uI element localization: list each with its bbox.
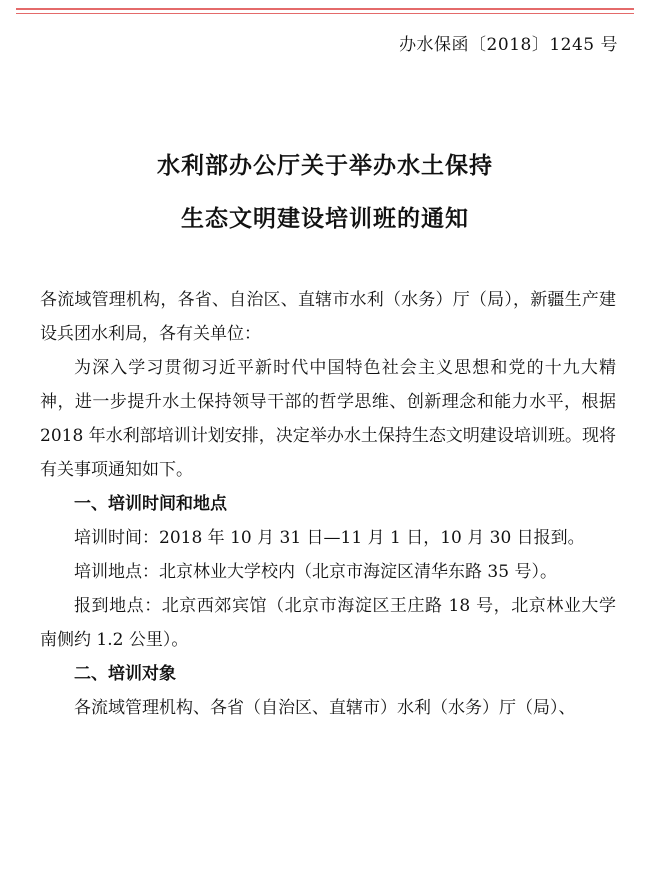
addressee: 各流域管理机构，各省、自治区、直辖市水利（水务）厅（局），新疆生产建设兵团水利局，各有关单位： (40, 290, 616, 344)
section-2-heading: 二、培训对象 (74, 664, 176, 684)
header-rule-thin (16, 13, 634, 14)
training-time: 培训时间：2018 年 10 月 31 日—11 月 1 日，10 月 30 日报到。 (74, 528, 585, 548)
intro-paragraph: 为深入学习贯彻习近平新时代中国特色社会主义思想和党的十九大精神，进一步提升水土保持领导干部的哲学思维、创新理念和能力水平，根据 2018 年水利部培训计划安排，决定举办水土保持生态文明建设培训班。现将有关事项通知如下。 (40, 358, 616, 480)
section-1-heading: 一、培训时间和地点 (74, 494, 227, 514)
document-title-line-1: 水利部办公厅关于举办水土保持 (157, 153, 493, 179)
document-title-line-2: 生态文明建设培训班的通知 (181, 206, 469, 232)
check-in-location: 报到地点：北京西郊宾馆（北京市海淀区王庄路 18 号，北京林业大学南侧约 1.2 公里）。 (40, 596, 616, 650)
document-body (40, 283, 616, 725)
section-2-text: 各流域管理机构、各省（自治区、直辖市）水利（水务）厅（局）、 (74, 698, 576, 718)
header-rule-thick (16, 8, 634, 10)
training-location: 培训地点：北京林业大学校内（北京市海淀区清华东路 35 号）。 (74, 562, 557, 582)
document-number: 办水保函〔2018〕1245 号 (399, 35, 618, 55)
